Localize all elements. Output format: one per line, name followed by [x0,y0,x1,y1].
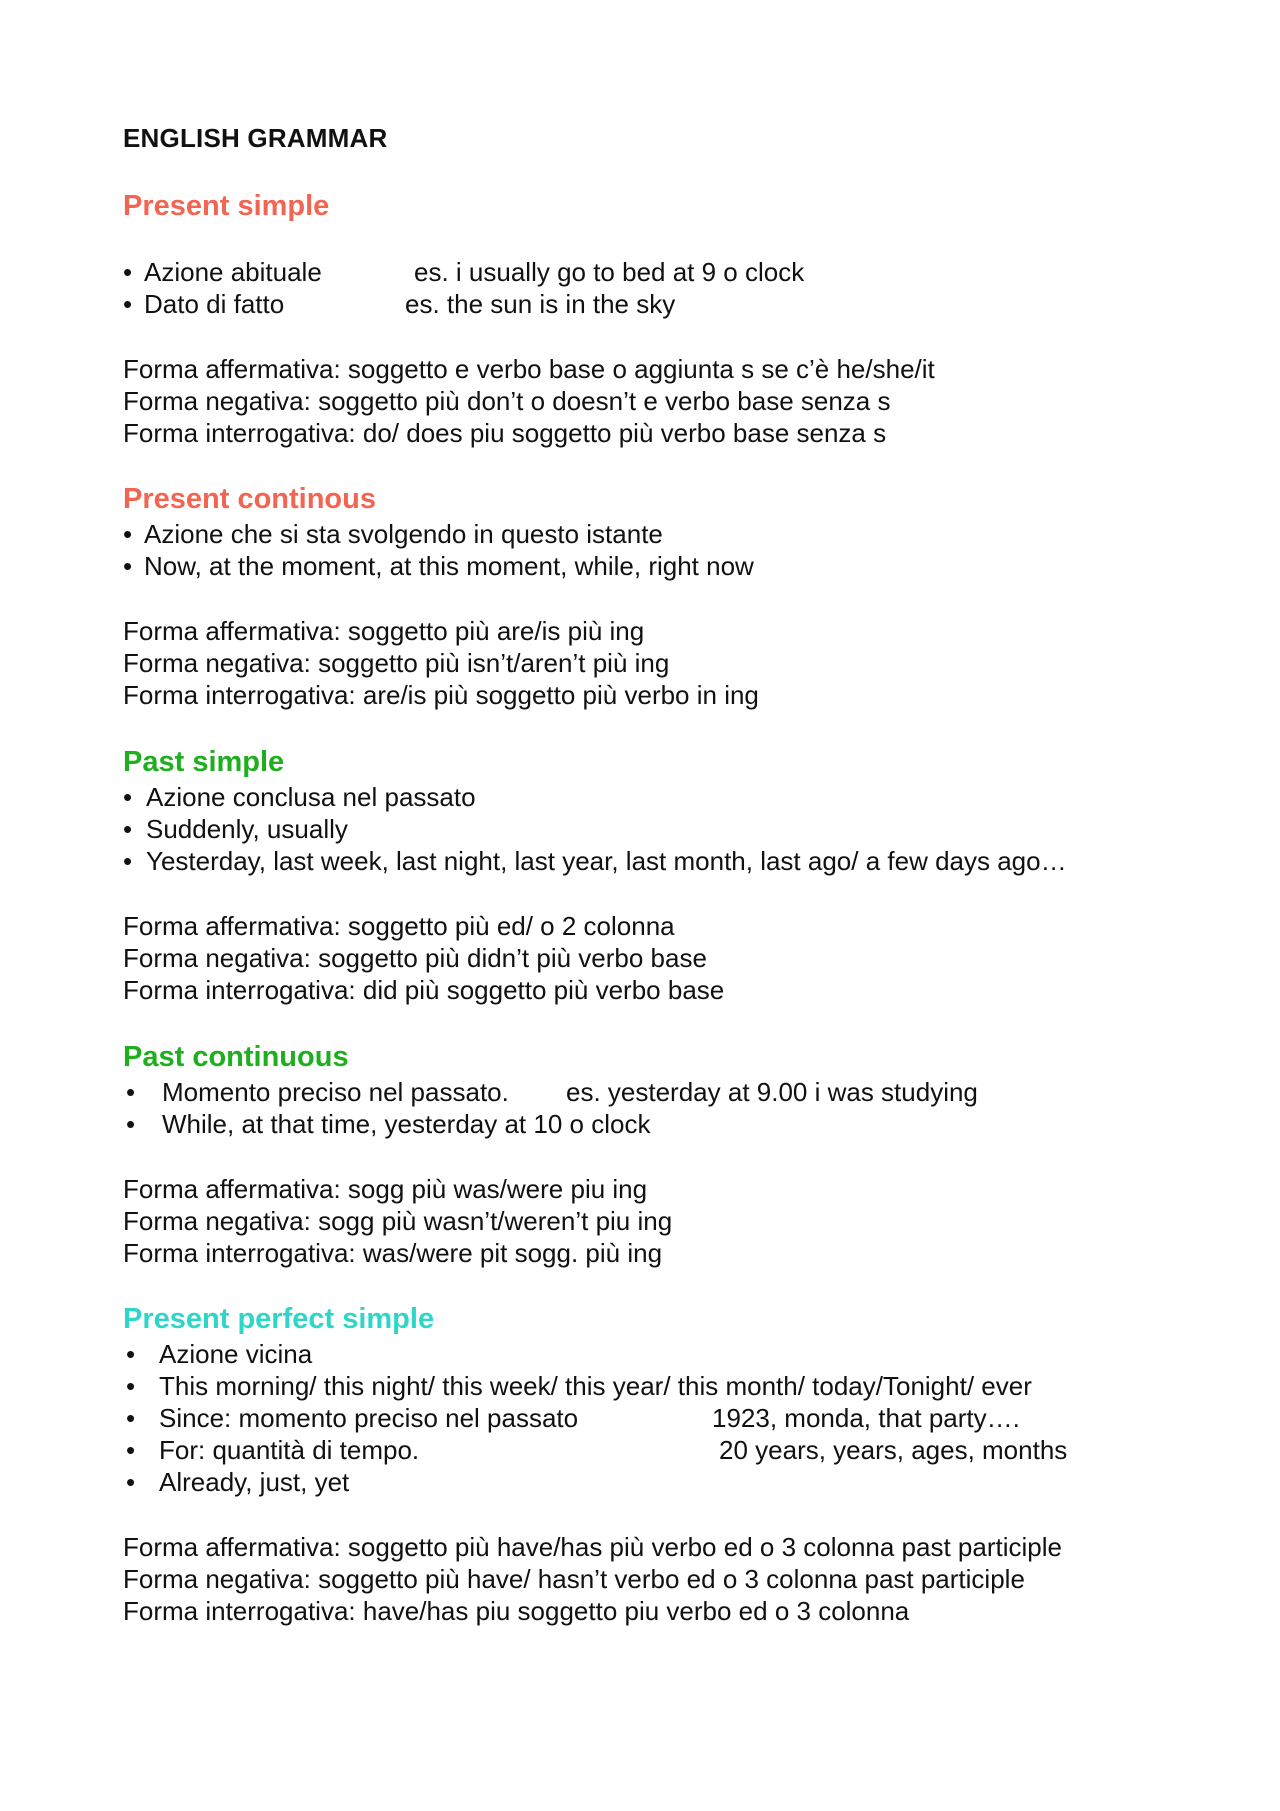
form-affirmative: Forma affermativa: soggetto più have/has più verbo ed o 3 colonna past participle [123,1532,1062,1562]
form-negative: Forma negativa: sogg più wasn’t/weren’t piu ing [123,1206,673,1236]
document-title: ENGLISH GRAMMAR [123,123,388,153]
form-interrogative: Forma interrogativa: are/is più soggetto più verbo in ing [123,680,759,710]
list-item-text: Dato di fatto [144,289,285,319]
form-interrogative: Forma interrogativa: was/were pit sogg. più ing [123,1238,663,1268]
list-item-text: Azione vicina [159,1339,313,1369]
list-item-text: While, at that time, yesterday at 10 o clock [162,1109,651,1139]
form-negative: Forma negativa: soggetto più isn’t/aren’t più ing [123,648,670,678]
list-item-example: 1923, monda, that party…. [712,1403,1020,1433]
list-item-example: es. the sun is in the sky [405,289,676,319]
section-heading-present-simple: Present simple [123,190,330,222]
list-item-text: Now, at the moment, at this moment, while, right now [144,551,754,581]
bullet-icon: • [123,519,133,549]
bullet-icon: • [123,782,133,812]
form-negative: Forma negativa: soggetto più don’t o doesn’t e verbo base senza s [123,386,891,416]
bullet-icon: • [123,257,133,287]
bullet-icon: • [126,1077,136,1107]
list-item-text: Suddenly, usually [146,814,348,844]
bullet-icon: • [126,1371,136,1401]
list-item-text: For: quantità di tempo. [159,1435,420,1465]
form-affirmative: Forma affermativa: sogg più was/were piu ing [123,1174,648,1204]
list-item-example: es. yesterday at 9.00 i was studying [566,1077,978,1107]
form-affirmative: Forma affermativa: soggetto e verbo base o aggiunta s se c’è he/she/it [123,354,935,384]
list-item-text: Azione che si sta svolgendo in questo istante [144,519,663,549]
form-interrogative: Forma interrogativa: did più soggetto più verbo base [123,975,725,1005]
bullet-icon: • [126,1403,136,1433]
list-item-text: Yesterday, last week, last night, last year, last month, last ago/ a few days ago… [146,846,1067,876]
bullet-icon: • [126,1109,136,1139]
section-heading-past-simple: Past simple [123,746,285,778]
section-heading-past-continuous: Past continuous [123,1041,349,1073]
bullet-icon: • [126,1435,136,1465]
bullet-icon: • [123,846,133,876]
bullet-icon: • [123,814,133,844]
list-item-text: Already, just, yet [159,1467,350,1497]
list-item-text: Azione conclusa nel passato [146,782,476,812]
form-affirmative: Forma affermativa: soggetto più ed/ o 2 colonna [123,911,675,941]
list-item-example: es. i usually go to bed at 9 o clock [414,257,805,287]
bullet-icon: • [123,551,133,581]
form-negative: Forma negativa: soggetto più have/ hasn’t verbo ed o 3 colonna past participle [123,1564,1025,1594]
list-item-example: 20 years, years, ages, months [719,1435,1068,1465]
section-heading-present-continous: Present continous [123,483,376,515]
list-item-text: Momento preciso nel passato. [162,1077,509,1107]
list-item-text: This morning/ this night/ this week/ this year/ this month/ today/Tonight/ ever [159,1371,1032,1401]
section-heading-present-perfect-simple: Present perfect simple [123,1303,435,1335]
list-item-text: Azione abituale [144,257,322,287]
bullet-icon: • [123,289,133,319]
form-affirmative: Forma affermativa: soggetto più are/is più ing [123,616,645,646]
bullet-icon: • [126,1467,136,1497]
list-item-text: Since: momento preciso nel passato [159,1403,579,1433]
form-interrogative: Forma interrogativa: have/has piu soggetto piu verbo ed o 3 colonna [123,1596,910,1626]
bullet-icon: • [126,1339,136,1369]
form-interrogative: Forma interrogativa: do/ does piu soggetto più verbo base senza s [123,418,887,448]
form-negative: Forma negativa: soggetto più didn’t più verbo base [123,943,707,973]
